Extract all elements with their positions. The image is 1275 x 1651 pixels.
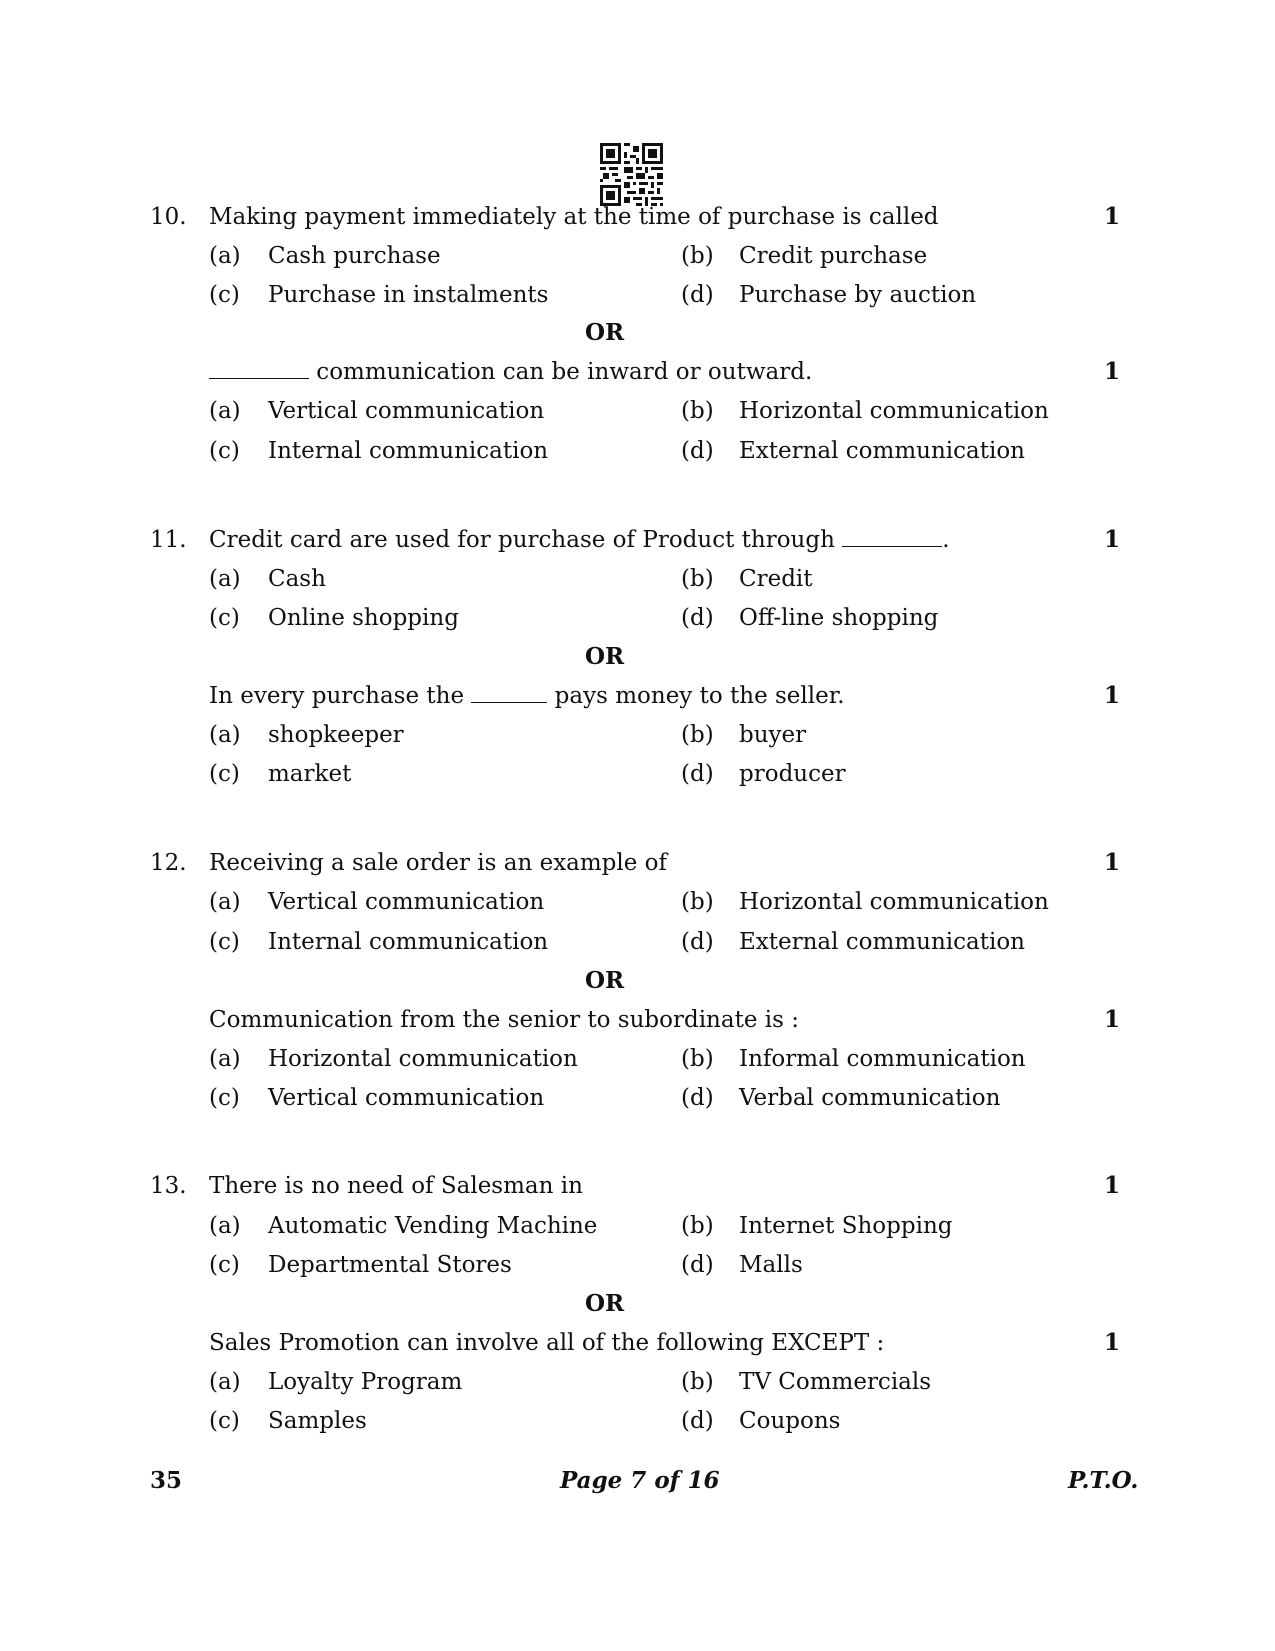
marks: 1: [1104, 1329, 1121, 1356]
option-text: producer: [739, 761, 846, 787]
option-text: Informal communication: [739, 1046, 1026, 1072]
or-separator: OR: [585, 319, 625, 346]
marks: 1: [1104, 526, 1121, 553]
option-text: Credit: [739, 566, 813, 592]
marks: 1: [1104, 203, 1121, 230]
option-text: Loyalty Program: [268, 1369, 463, 1395]
option-text: buyer: [739, 722, 807, 748]
option-label: (a): [209, 566, 241, 592]
option-label: (d): [681, 438, 714, 464]
option-text: Cash: [268, 566, 326, 592]
option-text: Vertical communication: [268, 398, 545, 424]
option-text: Automatic Vending Machine: [268, 1213, 598, 1239]
option-label: (d): [681, 605, 714, 631]
option-label: (b): [681, 722, 714, 748]
answer-blank: [842, 526, 942, 547]
option-label: (a): [209, 889, 241, 915]
option-label: (d): [681, 761, 714, 787]
option-text: Vertical communication: [268, 889, 545, 915]
marks: 1: [1104, 682, 1121, 709]
answer-blank: [471, 682, 547, 703]
answer-blank: [209, 358, 309, 379]
question-text: Receiving a sale order is an example of: [209, 850, 668, 876]
option-text: Samples: [268, 1408, 367, 1434]
option-label: (a): [209, 398, 241, 424]
option-text: Credit purchase: [739, 243, 928, 269]
marks: 1: [1104, 849, 1121, 876]
option-label: (d): [681, 1408, 714, 1434]
option-label: (c): [209, 761, 240, 787]
option-text: External communication: [739, 929, 1025, 955]
option-label: (c): [209, 1252, 240, 1278]
or-separator: OR: [585, 643, 625, 670]
option-label: (d): [681, 1085, 714, 1111]
option-text: Coupons: [739, 1408, 841, 1434]
question-text: communication can be inward or outward.: [209, 357, 812, 387]
option-text: Malls: [739, 1252, 803, 1278]
option-label: (c): [209, 1085, 240, 1111]
option-label: (c): [209, 282, 240, 308]
option-text: Horizontal communication: [739, 398, 1049, 424]
option-label: (c): [209, 605, 240, 631]
question-number: 11.: [150, 527, 187, 553]
option-text: Internet Shopping: [739, 1213, 953, 1239]
option-text: Horizontal communication: [268, 1046, 578, 1072]
option-label: (a): [209, 1369, 241, 1395]
question-text: Sales Promotion can involve all of the following EXCEPT :: [209, 1330, 885, 1356]
option-text: Verbal communication: [739, 1085, 1001, 1111]
question-text: Making payment immediately at the time of purchase is called: [209, 204, 939, 230]
option-text: market: [268, 761, 352, 787]
option-label: (d): [681, 1252, 714, 1278]
option-text: Off-line shopping: [739, 605, 939, 631]
option-label: (b): [681, 243, 714, 269]
option-label: (b): [681, 398, 714, 424]
option-text: Online shopping: [268, 605, 459, 631]
marks: 1: [1104, 1172, 1121, 1199]
option-label: (a): [209, 1046, 241, 1072]
option-text: shopkeeper: [268, 722, 404, 748]
option-text: External communication: [739, 438, 1025, 464]
question-text: Communication from the senior to subordinate is :: [209, 1007, 799, 1033]
option-text: Vertical communication: [268, 1085, 545, 1111]
paper-code: 35: [150, 1467, 183, 1494]
marks: 1: [1104, 358, 1121, 385]
option-text: Internal communication: [268, 929, 549, 955]
option-label: (c): [209, 1408, 240, 1434]
option-label: (b): [681, 889, 714, 915]
page-number: Page 7 of 16: [560, 1467, 720, 1494]
please-turn-over: P.T.O.: [1068, 1467, 1139, 1494]
option-text: Departmental Stores: [268, 1252, 512, 1278]
option-text: Horizontal communication: [739, 889, 1049, 915]
marks: 1: [1104, 1006, 1121, 1033]
or-separator: OR: [585, 1290, 625, 1317]
question-text: Credit card are used for purchase of Product through .: [209, 527, 950, 553]
question-number: 12.: [150, 850, 187, 876]
option-text: Purchase by auction: [739, 282, 977, 308]
or-separator: OR: [585, 967, 625, 994]
option-label: (b): [681, 566, 714, 592]
option-label: (a): [209, 243, 241, 269]
option-label: (a): [209, 722, 241, 748]
question-text: In every purchase the pays money to the seller.: [209, 683, 845, 709]
question-number: 10.: [150, 204, 187, 230]
option-label: (c): [209, 438, 240, 464]
option-label: (a): [209, 1213, 241, 1239]
qr-code-icon: [600, 143, 663, 206]
question-number: 13.: [150, 1173, 187, 1199]
option-label: (d): [681, 282, 714, 308]
option-text: Cash purchase: [268, 243, 441, 269]
option-text: Internal communication: [268, 438, 549, 464]
option-label: (c): [209, 929, 240, 955]
option-text: Purchase in instalments: [268, 282, 549, 308]
option-label: (b): [681, 1369, 714, 1395]
option-label: (d): [681, 929, 714, 955]
option-label: (b): [681, 1213, 714, 1239]
option-text: TV Commercials: [739, 1369, 932, 1395]
option-label: (b): [681, 1046, 714, 1072]
question-text: There is no need of Salesman in: [209, 1173, 583, 1199]
